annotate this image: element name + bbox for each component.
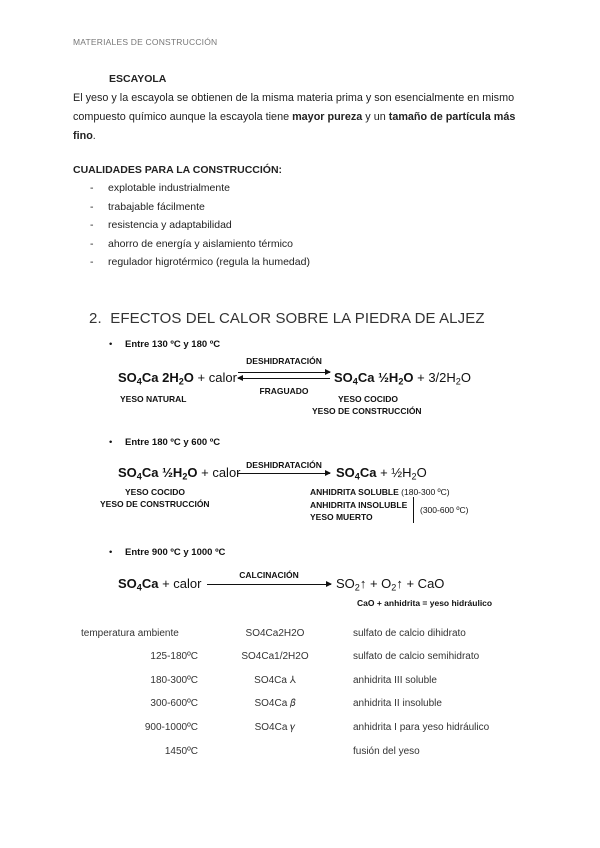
forward-arrow-icon <box>238 372 330 373</box>
escayola-bold-tamano: tamaño de partícula más fino <box>73 111 516 142</box>
table-cell-desc: anhidrita II insoluble <box>353 698 442 709</box>
list-item: - resistencia y adaptabilidad <box>88 216 310 235</box>
reaction-2-right-formula: $SO_4Ca$ + $\frac{1}{2}H_2O$ <box>336 465 427 482</box>
table-cell-desc: sulfato de calcio semihidrato <box>353 651 480 662</box>
list-item: - ahorro de energía y aislamiento térmico <box>88 235 310 254</box>
table-row <box>73 628 533 644</box>
reaction-2-right-label-1 <box>310 487 450 497</box>
cualidades-list <box>88 179 310 272</box>
reaction-3-left-formula: $SO_4Ca$ + calor <box>118 576 202 593</box>
anhidrita-soluble-temp: (180-300 ºC) <box>401 487 450 497</box>
table-row <box>73 651 533 667</box>
table-cell-temp: 900-1000ºC <box>144 722 198 733</box>
reaction-2-left-formula: $SO_4Ca$ $\frac{1}{2}H_2O$ + calor <box>118 465 241 482</box>
forward-arrow-icon <box>207 584 331 585</box>
section-heading <box>89 310 485 327</box>
reaction-2-right-label-3: YESO MUERTO <box>310 512 373 522</box>
list-item: - explotable industrialmente <box>88 179 310 198</box>
escayola-bold-pureza: mayor pureza <box>292 111 363 123</box>
table-cell-desc: anhidrita I para yeso hidráulico <box>353 722 490 733</box>
reaction-2-left-label-1: YESO COCIDO <box>125 487 185 497</box>
table-cell-desc: anhidrita III soluble <box>353 675 437 686</box>
reaction-3-bullet: • Entre 900 ºC y 1000 ºC <box>125 547 225 558</box>
table-row <box>73 675 533 691</box>
reaction-2-bullet: • Entre 180 ºC y 600 ºC <box>125 437 220 448</box>
anhidrita-soluble-label: ANHIDRITA SOLUBLE <box>310 487 399 497</box>
table-row <box>73 698 533 714</box>
list-item: - regulador higrotérmico (regula la humedad) <box>88 253 310 272</box>
table-cell-formula: SO4Ca ⅄ <box>254 675 296 686</box>
reaction-2-left-label-2: YESO DE CONSTRUCCIÓN <box>100 499 210 509</box>
bracket-line <box>413 497 414 523</box>
table-cell-temp: temperatura ambiente <box>81 628 179 639</box>
list-item: - trabajable fácilmente <box>88 198 310 217</box>
table-cell-desc: fusión del yeso <box>353 746 420 757</box>
reaction-1-arrow-top-label: DESHIDRATACIÓN <box>246 356 322 366</box>
table-cell-temp: 180-300ºC <box>150 675 198 686</box>
table-cell-formula: SO4Ca 𝛾 <box>254 722 296 733</box>
table-cell-temp: 125-180ºC <box>150 651 198 662</box>
escayola-paragraph <box>73 89 533 146</box>
reaction-3-arrow-top-label: CALCINACIÓN <box>239 570 299 580</box>
forward-arrow-icon <box>238 473 330 474</box>
reaction-1-right-label-1: YESO COCIDO <box>338 394 398 404</box>
escayola-text-1: El yeso y la escayola se obtienen de la misma materia prima y son esencialmente en mismo compuesto químico aunque la escayola tiene <box>73 92 515 123</box>
reaction-1-bullet: • Entre 130 ºC y 180 ºC <box>125 339 220 350</box>
table-cell-temp: 300-600ºC <box>150 698 198 709</box>
escayola-title: ESCAYOLA <box>109 73 167 85</box>
section-number: 2. <box>89 310 102 327</box>
reverse-arrow-icon <box>238 378 330 379</box>
reaction-2-right-label-2: ANHIDRITA INSOLUBLE <box>310 500 408 510</box>
reaction-3-note: CaO + anhidrita = yeso hidráulico <box>357 598 493 608</box>
reaction-2-arrow-top-label: DESHIDRATACIÓN <box>246 460 322 470</box>
table-row <box>73 722 533 738</box>
table-cell-formula: SO4Ca1/2H2O <box>241 651 309 662</box>
reaction-1-left-formula: $SO_4Ca$ $2H_2O$ + calor <box>118 370 237 387</box>
reaction-1-right-formula: $SO_4Ca$ $\frac{1}{2}H_2O + 3/2H_2O$ <box>334 370 471 387</box>
table-row <box>73 746 533 762</box>
table-cell-formula: SO4Ca 𝛽 <box>254 698 296 709</box>
reaction-1-left-label: YESO NATURAL <box>120 394 187 404</box>
cualidades-title: CUALIDADES PARA LA CONSTRUCCIÓN: <box>73 164 283 176</box>
table-cell-temp: 1450ºC <box>164 746 198 757</box>
reaction-1-arrow-bottom-label: FRAGUADO <box>259 386 309 396</box>
section-title: EFECTOS DEL CALOR SOBRE LA PIEDRA DE ALJEZ <box>110 310 485 327</box>
escayola-text-3: . <box>92 130 96 142</box>
table-cell-formula: SO4Ca2H2O <box>245 628 305 639</box>
reaction-1-right-label-2: YESO DE CONSTRUCCIÓN <box>312 406 422 416</box>
reaction-3-right-formula: $SO_2↑$ + $O_2↑$ + CaO <box>336 576 445 593</box>
table-cell-desc: sulfato de calcio dihidrato <box>353 628 466 639</box>
escayola-text-2: y un <box>362 111 389 123</box>
page-header: MATERIALES DE CONSTRUCCIÓN <box>73 37 218 47</box>
reaction-2-right-temp-2: (300-600 ºC) <box>420 505 469 515</box>
